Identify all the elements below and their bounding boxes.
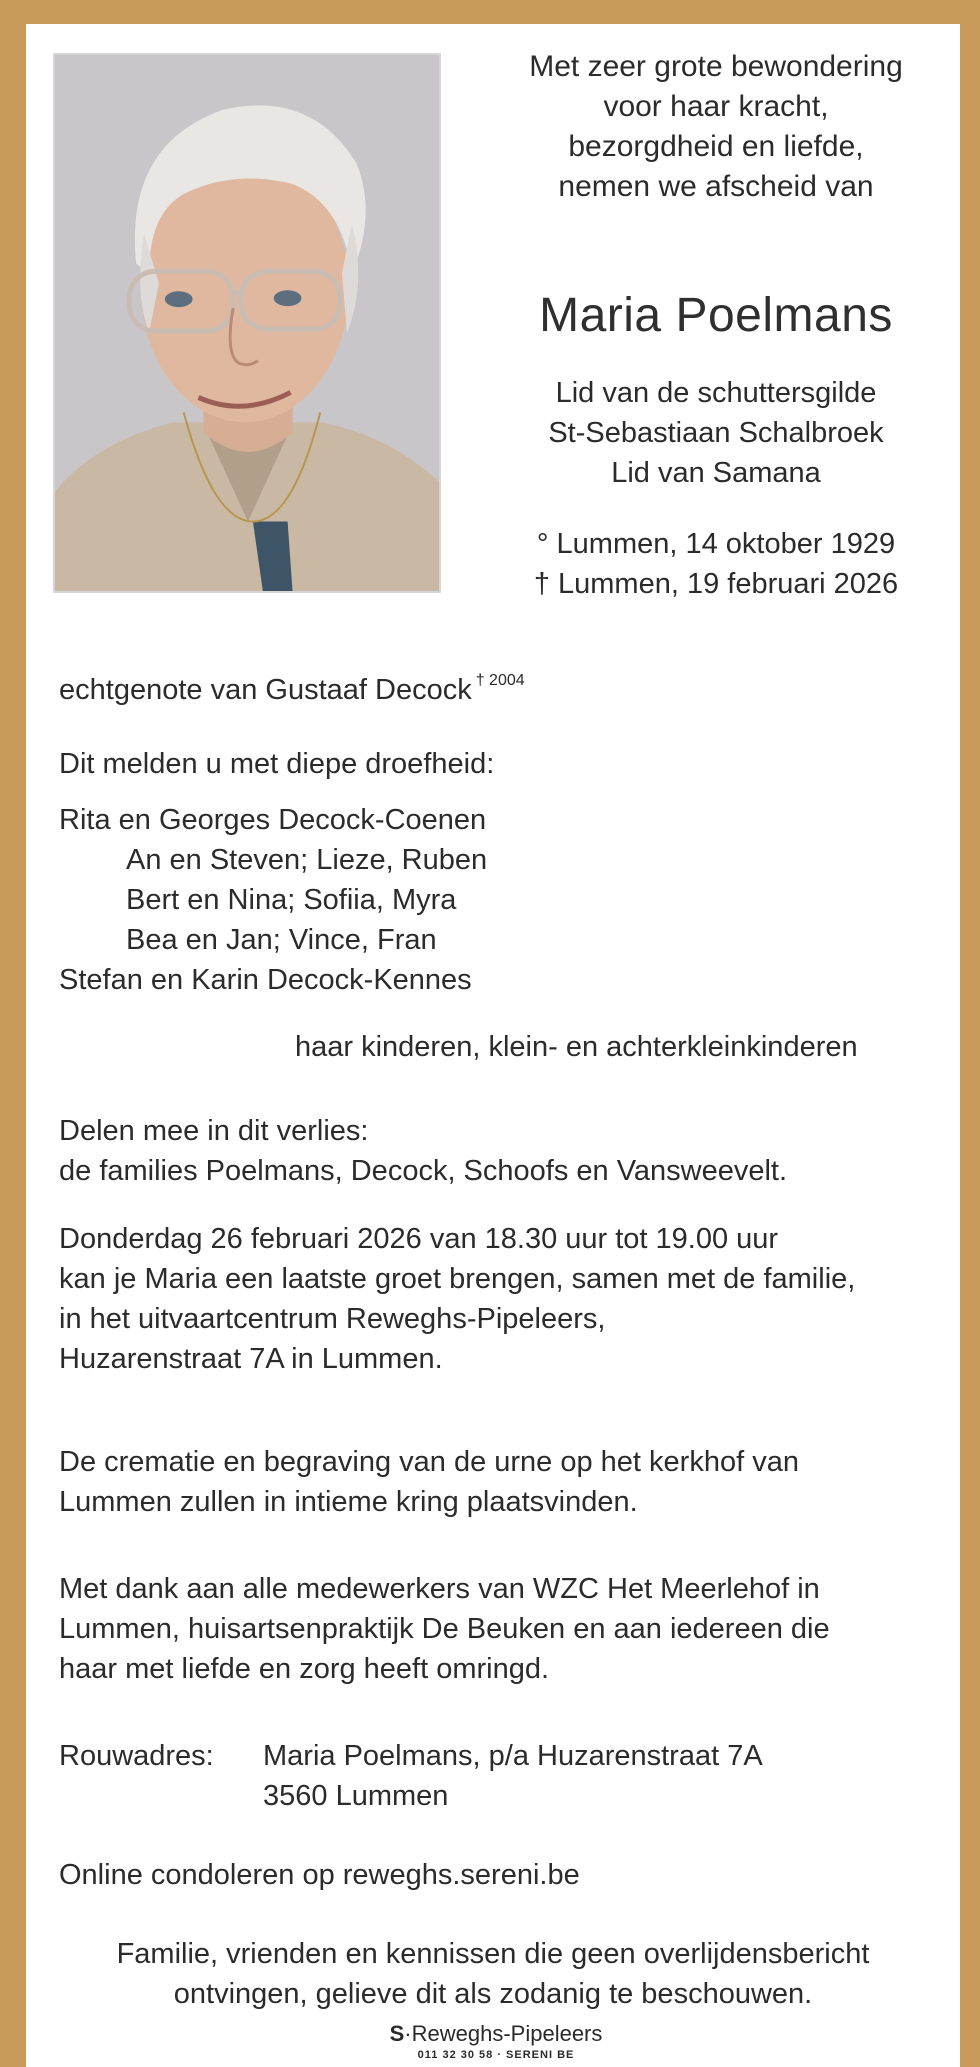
sereni-logo-mark: S [389,2021,405,2046]
mourning-address-line: 3560 Lummen [263,1780,449,1812]
intro-line: voor haar kracht, [603,90,829,123]
intro-line: Met zeer grote bewondering [529,50,903,83]
shared-loss-line: Delen mee in dit verlies: [59,1115,369,1147]
thanks-line: haar met liefde en zorg heeft omringd. [59,1653,550,1685]
online-condolence-text[interactable]: Online condoleren op reweghs.sereni.be [59,1859,580,1891]
spouse-text: echtgenote van Gustaaf Decock [59,674,472,706]
family-child: Rita en Georges Decock-Coenen [59,804,487,836]
spouse-line [59,661,939,710]
announcement [59,744,939,784]
life-dates [471,524,961,604]
membership-line: St-Sebastiaan Schalbroek [548,417,884,449]
closing-line: ontvingen, gelieve dit als zodanig te beschouwen. [173,1978,813,2010]
obituary-card [26,24,960,2067]
family-child: Stefan en Karin Decock-Kennes [59,964,472,996]
membership-line: Lid van de schuttersgilde [555,377,877,409]
thanks-line: Met dank aan alle medewerkers van WZC Het Meerlehof in [59,1573,820,1605]
deceased-name: Maria Poelmans [539,289,893,342]
cremation-line: De crematie en begraving van de urne op het kerkhof van [59,1446,799,1478]
visitation-line: Donderdag 26 februari 2026 van 18.30 uur tot 19.00 uur [59,1223,779,1255]
cremation [59,1442,939,1522]
visitation [59,1219,939,1379]
family-grandchildren: Bert en Nina; Sofiia, Myra [126,884,457,916]
thanks-line: Lummen, huisartsenpraktijk De Beuken en aan iedereen die [59,1613,830,1645]
membership-line: Lid van Samana [611,457,821,489]
funeral-home-contact: 011 32 30 58 · SERENI BE [417,2049,575,2061]
family-grandchildren: An en Steven; Lieze, Ruben [126,844,488,876]
visitation-line: in het uitvaartcentrum Reweghs-Pipeleers, [59,1303,606,1335]
family-grandchildren: Bea en Jan; Vince, Fran [126,924,437,956]
visitation-line: kan je Maria een laatste groet brengen, samen met de familie, [59,1263,856,1295]
funeral-home-title: ·Reweghs-Pipeleers [404,2021,603,2046]
portrait-illustration [55,55,439,591]
intro-text [471,47,961,207]
memberships [471,373,961,493]
funeral-home-name [341,2020,651,2048]
family-list [59,800,939,1000]
closing-line: Familie, vrienden en kennissen die geen overlijdensbericht [116,1938,870,1970]
thanks [59,1569,939,1689]
funeral-home-logo [341,2014,651,2067]
intro-line: bezorgdheid en liefde, [568,130,864,163]
intro-line: nemen we afscheid van [558,170,874,203]
death-date: † Lummen, 19 februari 2026 [533,568,899,600]
mourning-address-line: Maria Poelmans, p/a Huzarenstraat 7A [263,1740,763,1772]
closing-note [26,1934,960,2014]
online-condolence [59,1855,939,1895]
mourning-address-label: Rouwadres: [59,1740,214,1772]
visitation-line: Huzarenstraat 7A in Lummen. [59,1343,443,1375]
mourning-address-value [263,1736,763,1816]
announcement-text: Dit melden u met diepe droefheid: [59,748,495,780]
cremation-line: Lummen zullen in intieme kring plaatsvinden. [59,1486,638,1518]
shared-loss-line: de families Poelmans, Decock, Schoofs en Vansweevelt. [59,1155,788,1187]
portrait-photo [53,53,441,593]
shared-loss [59,1111,939,1191]
spouse-death-note: † 2004 [475,672,525,689]
birth-date: ° Lummen, 14 oktober 1929 [536,528,896,560]
family-relation: haar kinderen, klein- en achterkleinkinderen [295,1031,858,1063]
